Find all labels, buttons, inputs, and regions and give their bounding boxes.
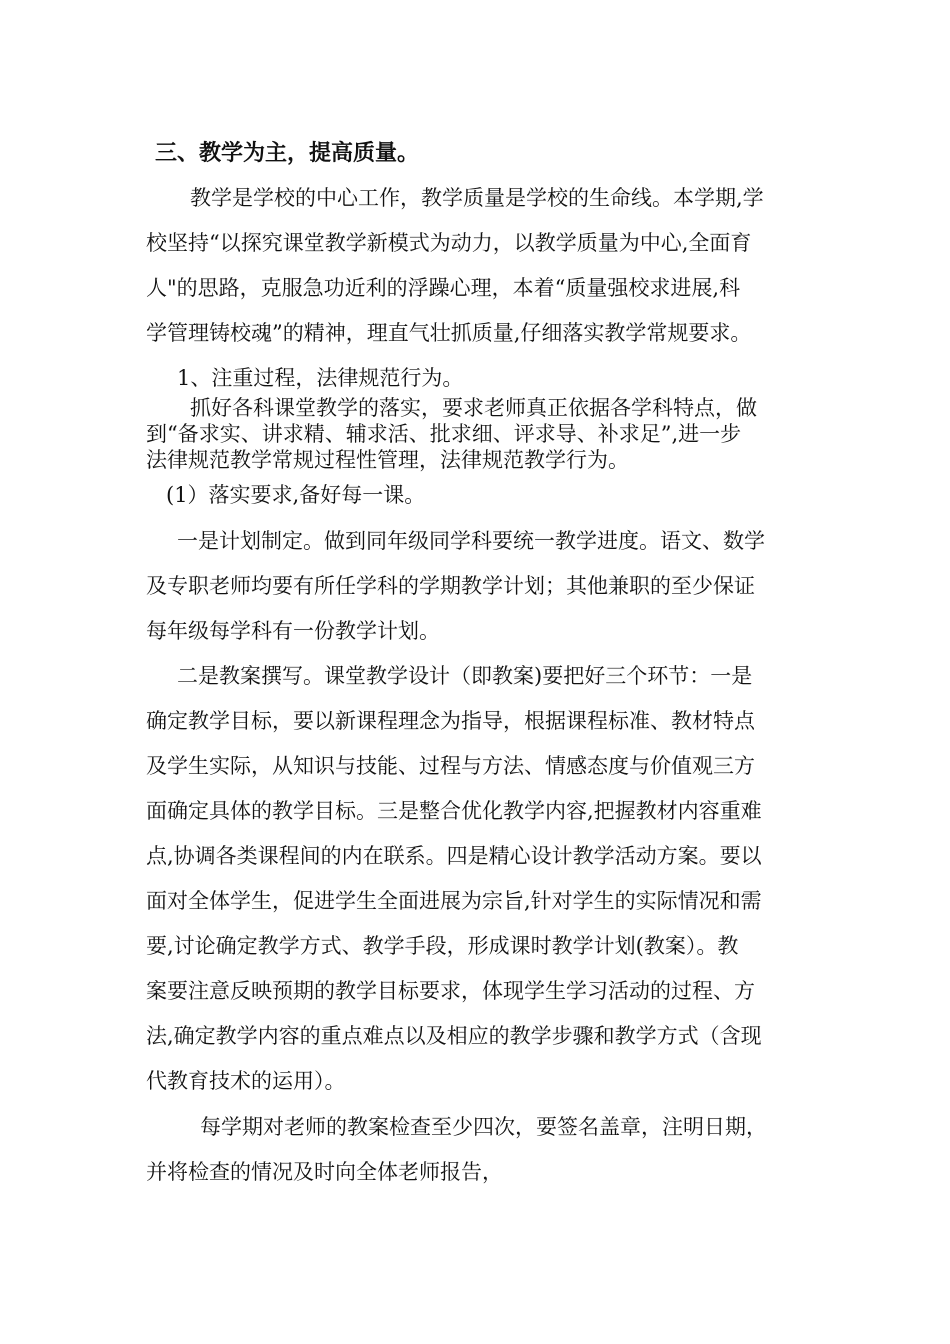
lesson-line: 点,协调各类课程间的内在联系。四是精心设计教学活动方案。要以	[146, 844, 762, 868]
check-line: 每学期对老师的教案检查至少四次，要签名盖章，注明日期，	[200, 1115, 767, 1139]
plan-line: 每年级每学科有一份教学计划。	[146, 619, 440, 643]
lesson-line: 法,确定教学内容的重点难点以及相应的教学步骤和教学方式（含现	[146, 1024, 762, 1048]
lesson-line: 要,讨论确定教学方式、教学手段，形成课时教学计划(教案）。教	[146, 934, 739, 958]
intro-line: 教学是学校的中心工作，教学质量是学校的生命线。本学期,学	[190, 186, 764, 210]
subsection-body-line: 法律规范教学常规过程性管理，法律规范教学行为。	[146, 448, 629, 472]
subsection-body-line: 抓好各科课堂教学的落实，要求老师真正依据各学科特点，做	[190, 396, 757, 420]
lesson-line: 及学生实际，从知识与技能、过程与方法、情感态度与价值观三方	[146, 754, 755, 778]
subsection-body-line: 到“备求实、讲求精、辅求活、批求细、评求导、补求足”,进一步	[146, 422, 742, 446]
lesson-line: 面确定具体的教学目标。三是整合优化教学内容,把握教材内容重难	[146, 799, 762, 823]
lesson-line: 面对全体学生，促进学生全面进展为宗旨,针对学生的实际情况和需	[146, 889, 762, 913]
lesson-line: 确定教学目标，要以新课程理念为指导，根据课程标准、教材特点	[146, 709, 755, 733]
intro-line: 人"的思路，克服急功近利的浮躁心理，本着“质量强校求进展,科	[146, 276, 741, 300]
intro-line: 学管理铸校魂”的精神，理直气壮抓质量,仔细落实教学常规要求。	[146, 321, 752, 345]
section-heading: 三、教学为主，提高质量。	[155, 140, 420, 166]
item-title: (1）落实要求,备好每一课。	[166, 483, 426, 507]
subsection-title: 1、注重过程，法律规范行为。	[177, 366, 464, 390]
lesson-line: 二是教案撰写。课堂教学设计（即教案)要把好三个环节：一是	[177, 664, 753, 688]
plan-line: 一是计划制定。做到同年级同学科要统一教学进度。语文、数学	[177, 529, 765, 553]
check-line: 并将检查的情况及时向全体老师报告，	[146, 1160, 503, 1184]
intro-line: 校坚持“以探究课堂教学新模式为动力，以教学质量为中心,全面育	[146, 231, 752, 255]
lesson-line: 代教育技术的运用）。	[146, 1069, 346, 1093]
plan-line: 及专职老师均要有所任学科的学期教学计划；其他兼职的至少保证	[146, 574, 755, 598]
lesson-line: 案要注意反映预期的教学目标要求，体现学生学习活动的过程、方	[146, 979, 755, 1003]
